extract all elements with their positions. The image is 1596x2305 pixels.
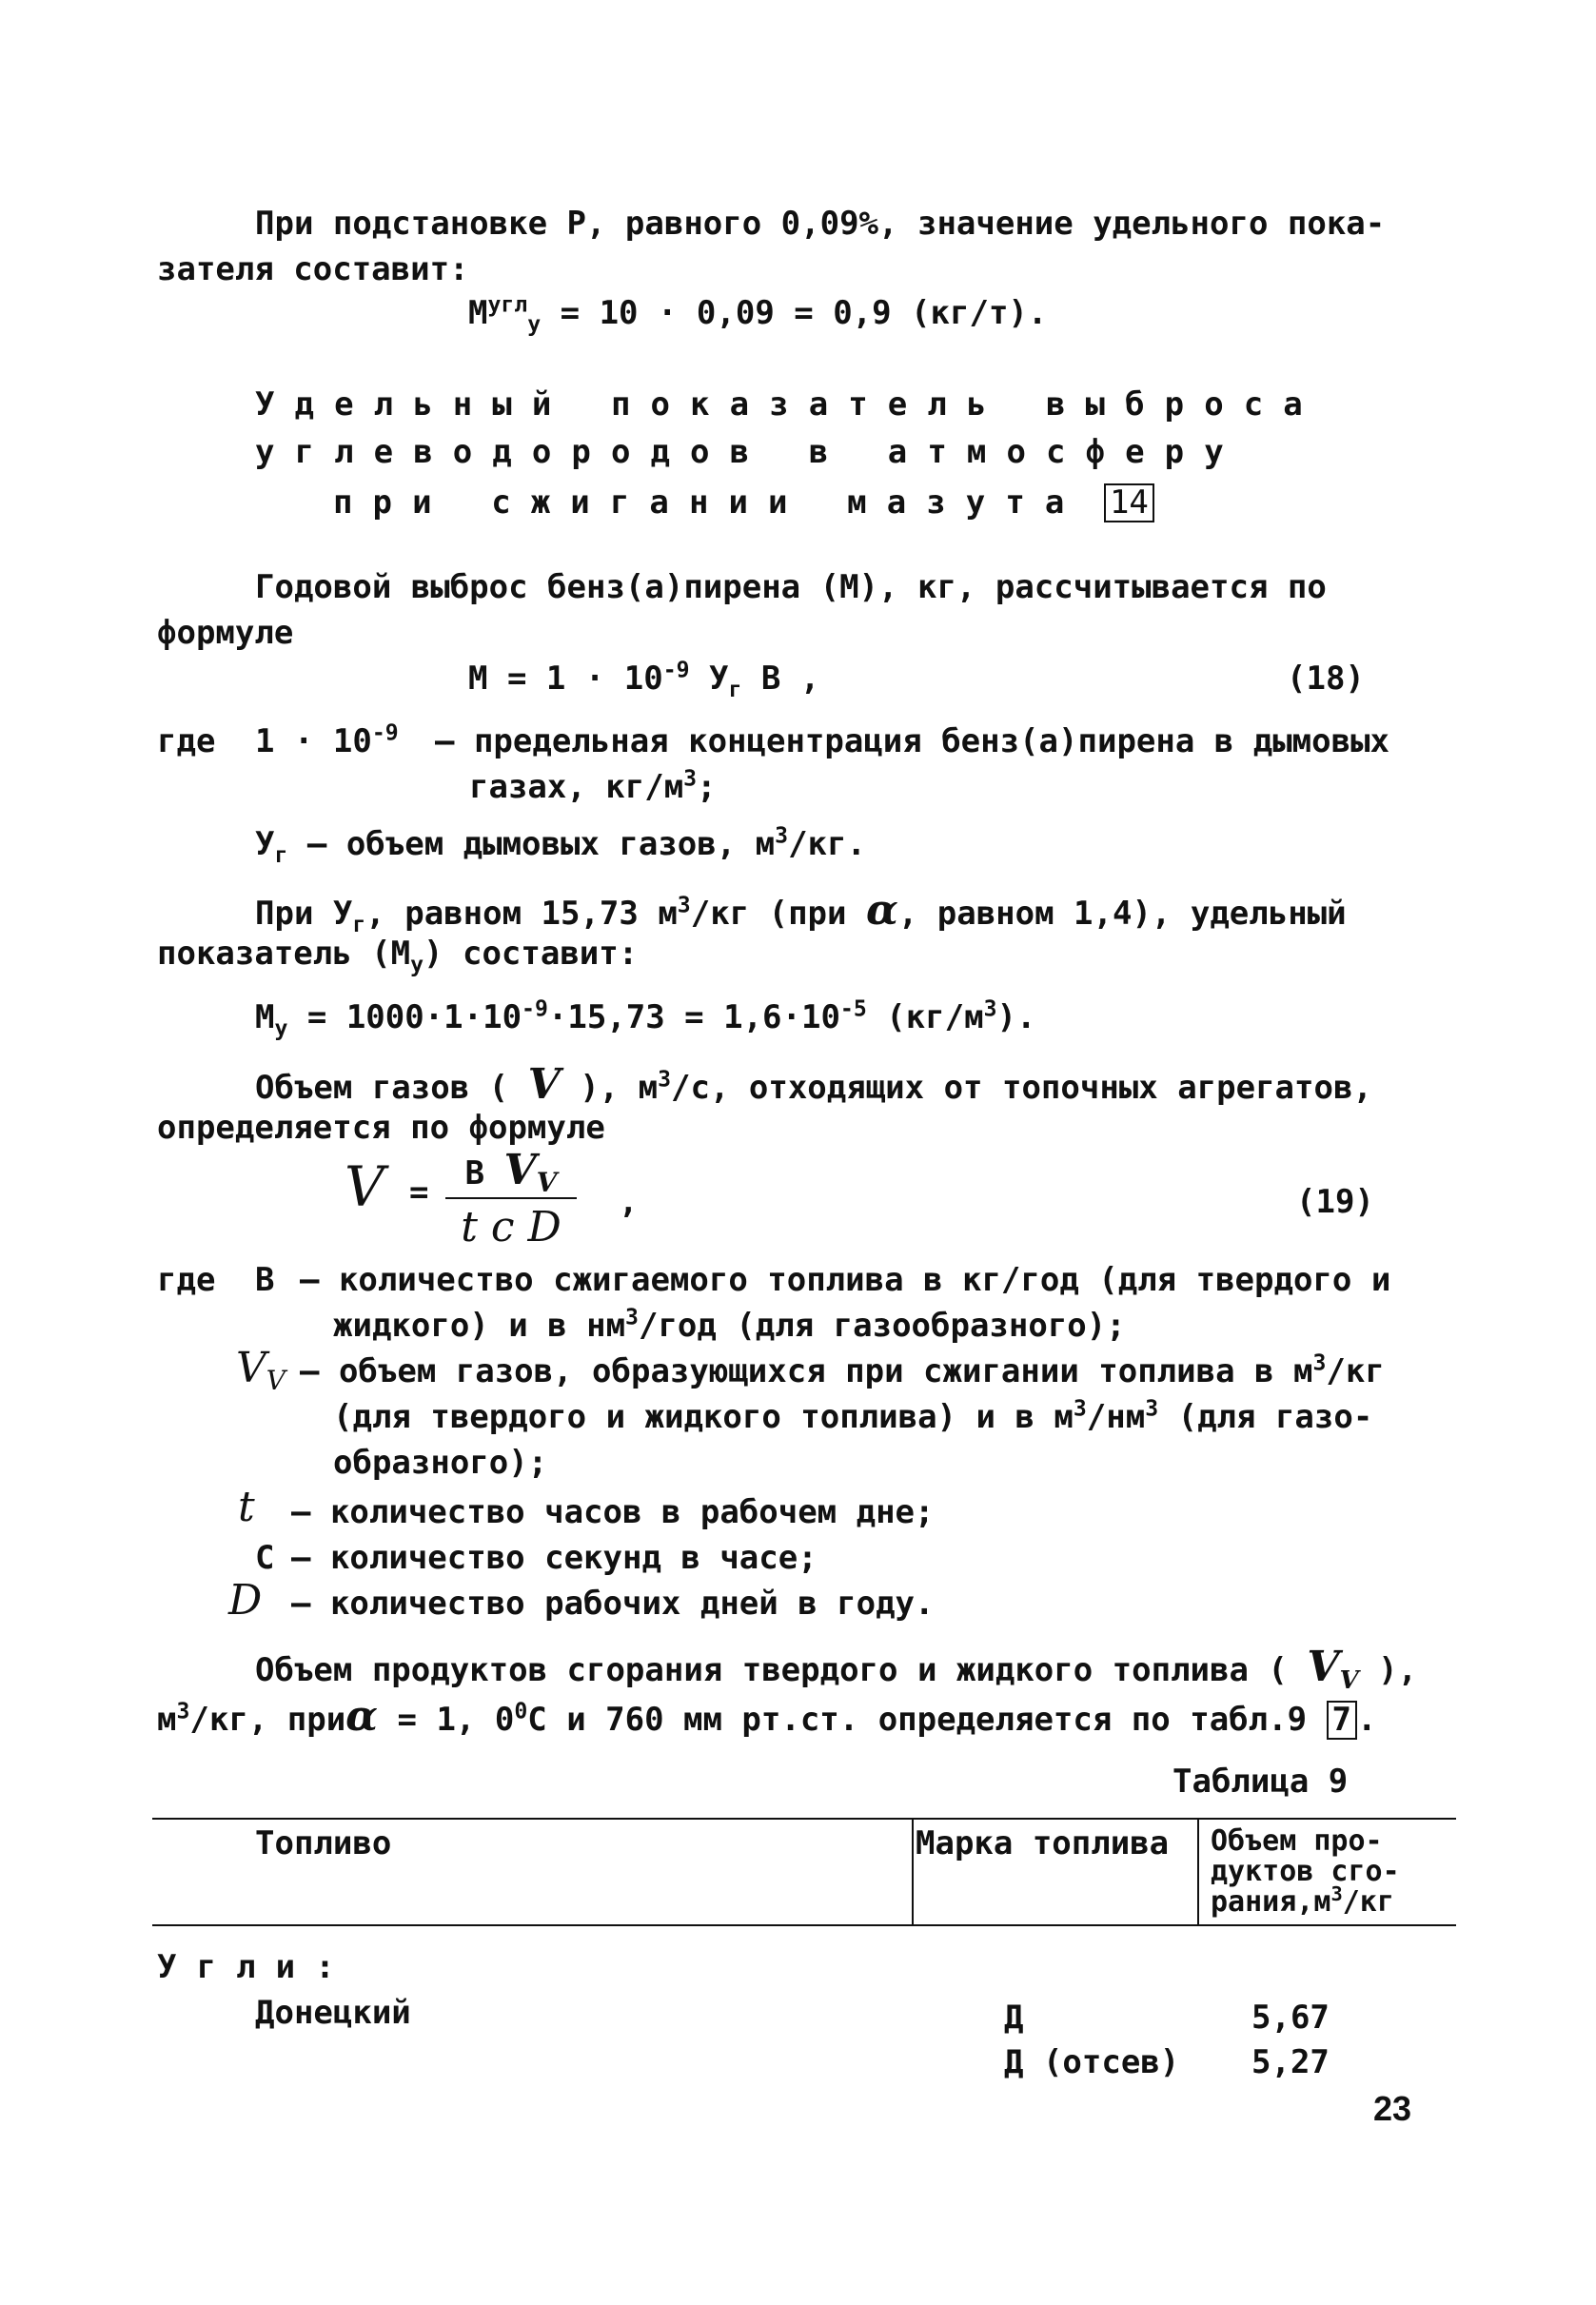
intro-line-2: зателя составит: [157,250,469,288]
eq19-num-v: V [503,1146,537,1194]
table-header-rule [152,1924,1456,1926]
vv-def-2-sup2: 3 [1145,1396,1159,1422]
annual-emission-line-1: Годовой выброс бенз(а)пирена (М), кг, рассчитывается по [255,568,1327,606]
eq19-numerator [445,1146,577,1198]
intro-line-1: При подстановке Р, равного 0,09%, значение удельного пока- [255,205,1386,243]
gas-volume-sup: 3 [775,823,789,849]
b-def-2b: /год (для газообразного); [638,1307,1126,1345]
section-heading-line-3 [333,483,1154,522]
eq18-part-c: В , [741,660,820,698]
table-row-2-grade: Д (отсев) [1004,2043,1180,2081]
vv-def-2-sup: 3 [1073,1396,1087,1422]
volume-c: /с, отходящих от топочных агрегатов, [671,1069,1372,1107]
where-symbol-c: С [255,1539,275,1577]
where-symbol-t: t [238,1483,255,1531]
vv-definition-line-1 [300,1350,1385,1390]
where-symbol-b: В [255,1261,275,1299]
products-1b: ), [1358,1651,1418,1689]
volume-b: ), м [560,1069,659,1107]
vv-def-2b: /нм [1086,1398,1146,1436]
table-row-1-grade: Д [1004,1999,1024,2037]
table-top-rule [152,1818,1456,1820]
equation-19-number: (19) [1296,1183,1374,1221]
table-caption: Таблица 9 [1172,1763,1349,1801]
specific-indicator-equation [468,292,1048,337]
products-2b: /кг, при [189,1701,346,1739]
eq18-part-a: М = 1 · 10 [468,660,663,698]
concentration-definition-line-1: – предельная концентрация бенз(а)пирена в дымовых [435,722,1390,760]
table-row-1-volume: 5,67 [1251,1999,1330,2037]
my-c: ·15,73 = 1,6·10 [547,998,840,1036]
section-heading-line-2: углеводородов в атмосферу [255,433,1244,471]
b-definition-line-1: – количество сжигаемого топлива в кг/год (для твердого и [300,1261,1391,1299]
eq-rhs: = 10 · 0,09 = 0,9 (кг/т). [541,294,1048,332]
when-part-d: , равном 1,4), удельный [897,895,1347,933]
when-part-c: /кг (при [690,895,866,933]
eq18-subscript: г [728,677,742,702]
when-line-2-b: ) составит: [424,935,639,973]
products-line-1 [255,1643,1418,1695]
when-sub: г [352,912,366,937]
vv-definition-line-3: образного); [333,1444,548,1482]
my-b-sup: -9 [522,996,548,1022]
eq19-comma: , [619,1183,639,1221]
gas-volume-definition: – объем дымовых газов, м [287,825,776,863]
concentration-units: газах, кг/м [469,768,684,806]
eq18-part-b: У [689,660,729,698]
eq19-lhs: V [345,1154,384,1219]
products-1a: Объем продуктов сгорания твердого и жидкого топлива ( [255,1651,1308,1689]
eq19-denominator: t c D [461,1203,562,1251]
concentration-symbol: 1 · 10 [255,722,372,760]
specific-bap-equation [255,996,1036,1041]
when-part-b: , равном 15,73 м [365,895,678,933]
concentration-definition-line-2 [469,766,717,806]
b-definition-line-2 [333,1305,1126,1345]
vv-def-1-sup: 3 [1312,1350,1327,1376]
eq19-fraction [445,1146,577,1251]
volume-line-1 [255,1060,1372,1109]
my-d: (кг/м [866,998,984,1036]
my-d-sup: 3 [983,996,997,1022]
products-2a: м [157,1701,177,1739]
table-header-fuel: Топливо [255,1824,392,1862]
products-v-symbol: V [1307,1643,1340,1691]
section-heading-line-1: Удельный показатель выброса [255,385,1323,424]
table-column-divider-1 [912,1820,914,1924]
eq-lhs-subscript: у [527,311,542,337]
table-header-grade: Марка топлива [916,1824,1170,1862]
where-symbol-vv [236,1344,286,1396]
where-symbol-d: D [228,1576,263,1625]
volume-v-symbol: V [527,1060,561,1109]
where-label-2: где [157,1261,216,1299]
volume-header-3-end: /кг [1342,1885,1394,1919]
eq19-num-sub: V [536,1166,558,1198]
d-definition: – количество рабочих дней в году. [291,1585,935,1623]
t-definition: – количество часов в рабочем дне; [291,1493,935,1531]
table-group-coal: Угли: [157,1948,355,1986]
my-e: ). [996,998,1036,1036]
table-header-volume-3 [1211,1882,1394,1919]
heading-reference: 14 [1104,483,1154,522]
volume-sup: 3 [658,1067,671,1093]
products-2c: = 1, 0 [378,1701,515,1739]
products-2-end: . [1357,1701,1377,1739]
when-line-1 [255,886,1347,937]
my-c-sup: -5 [839,996,867,1022]
c-definition: – количество секунд в часе; [291,1539,818,1577]
gas-volume-end: /кг. [788,825,866,863]
volume-a: Объем газов ( [255,1069,528,1107]
volume-header-3a: рания,м [1211,1885,1331,1919]
where-symbol-concentration [255,720,399,760]
eq19-num-b: В [464,1154,504,1192]
table-header-volume-2: дуктов сго- [1211,1855,1400,1888]
when-line-2 [157,935,639,977]
eq-lhs: М [468,294,488,332]
heading-line-3-text: при сжигании мазута [333,483,1085,522]
products-line-2 [157,1692,1377,1741]
vv-def-1a: – объем газов, образующихся при сжигании топлива в м [300,1352,1313,1390]
annual-emission-line-2: формуле [157,614,294,652]
vv-def-2a: (для твердого и жидкого топлива) и в м [333,1398,1074,1436]
eq-lhs-superscript: угл [487,292,528,318]
vv-subscript: V [266,1364,286,1396]
products-2d: С и 760 мм рт.ст. определяется по табл.9 [527,1701,1327,1739]
gas-volume-subscript: г [274,842,288,868]
vv-symbol: V [236,1344,266,1392]
concentration-units-end: ; [697,768,717,806]
products-alpha: α [345,1692,379,1741]
page-number: 23 [1373,2089,1412,2128]
where-symbol-gas-volume [255,823,866,868]
volume-header-sup: 3 [1330,1882,1343,1905]
concentration-exponent: -9 [371,720,399,746]
eq18-exponent: -9 [662,658,690,683]
b-def-2a: жидкого) и в нм [333,1307,626,1345]
my-b: = 1000·1·10 [287,998,522,1036]
table-header-volume-1: Объем про- [1211,1824,1383,1858]
when-line-2-sub: у [410,952,424,977]
vv-definition-line-2 [333,1396,1373,1436]
volume-line-2: определяется по формуле [157,1109,605,1147]
concentration-units-sup: 3 [683,766,698,792]
products-v-subscript: V [1339,1665,1359,1695]
my-a: М [255,998,275,1036]
alpha-symbol: α [865,886,898,935]
equation-18-number: (18) [1287,660,1365,698]
table-row-1-fuel: Донецкий [255,1994,411,2032]
when-line-2-a: показатель (М [157,935,411,973]
products-2-sup: 3 [176,1699,190,1724]
table-column-divider-2 [1197,1820,1199,1924]
when-sup: 3 [677,893,691,918]
gas-volume-symbol: У [255,825,275,863]
where-label-1: где [157,722,216,760]
eq19-equals: = [409,1173,429,1212]
table-row-2-volume: 5,27 [1251,2043,1330,2081]
equation-18 [468,658,820,702]
when-part-a: При У [255,895,353,933]
products-reference: 7 [1327,1701,1357,1740]
b-def-2-sup: 3 [625,1305,639,1330]
products-degree: 0 [514,1699,528,1724]
vv-def-1b: /кг [1326,1352,1385,1390]
my-a-sub: у [274,1015,288,1041]
vv-def-2c: (для газо- [1158,1398,1373,1436]
